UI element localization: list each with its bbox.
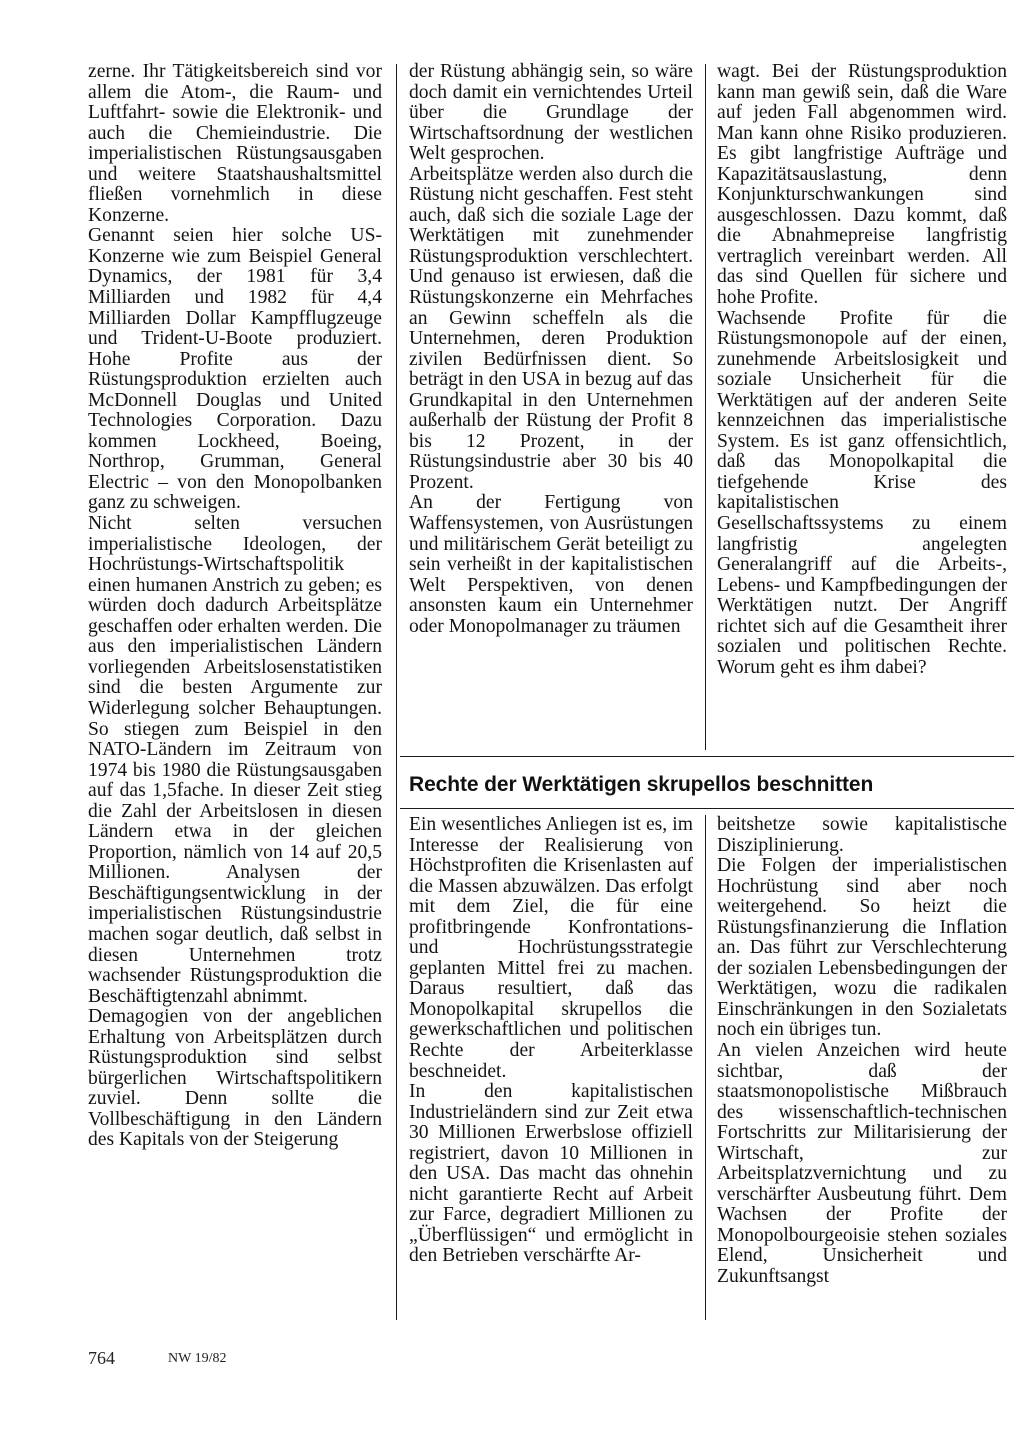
section-divider <box>400 808 1014 809</box>
paragraph: Genannt seien hier solche US-Konzerne wie zum Beispiel General Dynamics, der 1981 für 3,4 Milliarden und 1982 für 4,4 Milliarden Dollar Kampfflugzeuge und Trident-U-Boote produziert. Hohe Profite aus der Rüstungsproduktion erzielten auch McDonnell Douglas und United Technologies Corporation. Dazu kommen Lockheed, Boeing, Northrop, Grumman, General Electric – von den Monopolbanken ganz zu schweigen. <box>88 225 382 514</box>
issue-label: NW 19/82 <box>168 1351 227 1366</box>
paragraph: zerne. Ihr Tätigkeitsbereich sind vor allem die Atom-, die Raum- und Luftfahrt- sowie die Elektronik- und auch die Chemieindustrie. Die imperialistischen Rüstungsausgaben und weitere Staatshaushaltsmittel fließen vornehmlich in diese Konzerne. <box>88 61 382 226</box>
article-column-5 <box>717 815 1007 1288</box>
paragraph: Nicht selten versuchen imperialistische Ideologen, der Hochrüstungs-Wirtschaftspolitik einen humanen Anstrich zu geben; es würden doch dadurch Arbeitsplätze geschaffen oder erhalten werden. Die aus den imperialistischen Ländern vorliegenden Arbeitslosenstatistiken sind die besten Argumente zur Widerlegung solcher Behauptungen. So stiegen zum Beispiel in den NATO-Ländern im Zeitraum von 1974 bis 1980 die Rüstungsausgaben auf das 1,5fache. In dieser Zeit stieg die Zahl der Arbeitslosen in diesen Ländern etwa in der gleichen Proportion, nämlich von 14 auf 20,5 Millionen. Analysen der Beschäftigungsentwicklung in der imperialistischen Rüstungsindustrie machen sogar deutlich, daß selbst in diesen Unternehmen trotz wachsender Rüstungsproduktion die Beschäftigtenzahl abnimmt. <box>88 513 382 1007</box>
column-rule <box>396 64 397 1320</box>
paragraph: An vielen Anzeichen wird heute sichtbar, daß der staatsmonopolistische Mißbrauch des wissenschaftlich-technischen Fortschritts zur Militarisierung der Wirtschaft, zur Arbeitsplatzvernichtung und zu verschärfter Ausbeutung führt. Dem Wachsen der Profite der Monopolbourgeoisie stehen soziales Elend, Unsicherheit und Zukunftsangst <box>717 1040 1007 1288</box>
paragraph: der Rüstung abhängig sein, so wäre doch damit ein vernichtendes Urteil über die Grundlage der Wirtschaftsordnung der westlichen Welt gesprochen. <box>409 61 693 165</box>
paragraph: Arbeitsplätze werden also durch die Rüstung nicht geschaffen. Fest steht auch, daß sich die soziale Lage der Werktätigen mit zunehmender Rüstungsproduktion verschlechtert. Und genauso ist erwiesen, daß die Rüstungskonzerne ein Mehrfaches an Gewinn scheffeln als die Unternehmen, deren Produktion zivilen Bedürfnissen dient. So beträgt in den USA in bezug auf das Grundkapital in den Unternehmen außerhalb der Rüstung der Profit 8 bis 12 Prozent, in der Rüstungsindustrie aber 30 bis 40 Prozent. <box>409 163 693 493</box>
section-headline: Rechte der Werktätigen skrupellos beschnitten <box>409 773 874 796</box>
paragraph: An der Fertigung von Waffensystemen, von Ausrüstungen und militärischem Gerät beteiligt zu sein verheißt in der kapitalistischen Welt Perspektiven, von denen ansonsten kaum ein Unternehmer oder Monopolmanager zu träumen <box>409 492 693 637</box>
paragraph: Demagogien von der angeblichen Erhaltung von Arbeitsplätzen durch Rüstungsproduktion sind selbst bürgerlichen Wirtschaftspolitikern zuviel. Denn sollte die Vollbeschäftigung in den Ländern des Kapitals von der Steigerung <box>88 1006 382 1151</box>
article-column-3 <box>717 62 1007 678</box>
paragraph: wagt. Bei der Rüstungsproduktion kann man gewiß sein, daß die Ware auf jeden Fall abgenommen wird. Man kann ohne Risiko produzieren. Es gibt langfristige Aufträge und Kapazitätsauslastung, denn Konjunkturschwankungen sind ausgeschlossen. Dazu kommt, daß die Abnahmepreise langfristig vertraglich vereinbart werden. All das sind Quellen für sichere und hohe Profite. <box>717 61 1007 309</box>
article-column-2 <box>409 62 693 637</box>
paragraph: beitshetze sowie kapitalistische Disziplinierung. <box>717 814 1007 856</box>
column-rule <box>705 815 706 1320</box>
article-column-1 <box>88 62 382 1151</box>
paragraph: Ein wesentliches Anliegen ist es, im Interesse der Realisierung von Höchstprofiten die Krisenlasten auf die Massen abzuwälzen. Das erfolgt mit dem Ziel, die für eine profitbringende Konfrontations- und Hochrüstungsstrategie geplanten Mittel frei zu machen. Daraus resultiert, daß das Monopolkapital skrupellos die gewerkschaftlichen und politischen Rechte der Arbeiterklasse beschneidet. <box>409 814 693 1082</box>
page-number: 764 <box>88 1348 115 1368</box>
column-rule <box>705 64 706 750</box>
paragraph: Wachsende Profite für die Rüstungsmonopole auf der einen, zunehmende Arbeitslosigkeit und soziale Unsicherheit für die Werktätigen auf der anderen Seite kennzeichnen das imperialistische System. Es ist ganz offensichtlich, daß das Monopolkapital die tiefgehende Krise des kapitalistischen Gesellschaftssystems zu einem langfristig angelegten Generalangriff auf die Arbeits-, Lebens- und Kampfbedingungen der Werktätigen nutzt. Der Angriff richtet sich auf die Gesamtheit ihrer sozialen und politischen Rechte. Worum geht es ihm dabei? <box>717 307 1007 678</box>
paragraph: Die Folgen der imperialistischen Hochrüstung sind aber noch weitergehend. So heizt die Rüstungsfinanzierung die Inflation an. Das führt zur Verschlechterung der sozialen Lebensbedingungen der Werktätigen, wozu die radikalen Einschränkungen in den Sozialetats noch ein übriges tun. <box>717 855 1007 1041</box>
article-column-4 <box>409 815 693 1267</box>
section-divider <box>400 756 1014 757</box>
paragraph: In den kapitalistischen Industrieländern sind zur Zeit etwa 30 Millionen Erwerbslose offiziell registriert, davon 10 Millionen in den USA. Das macht das ohnehin nicht garantierte Recht auf Arbeit zur Farce, degradiert Millionen zu „Überflüssigen“ und ermöglicht in den Betrieben verschärfte Ar- <box>409 1081 693 1267</box>
